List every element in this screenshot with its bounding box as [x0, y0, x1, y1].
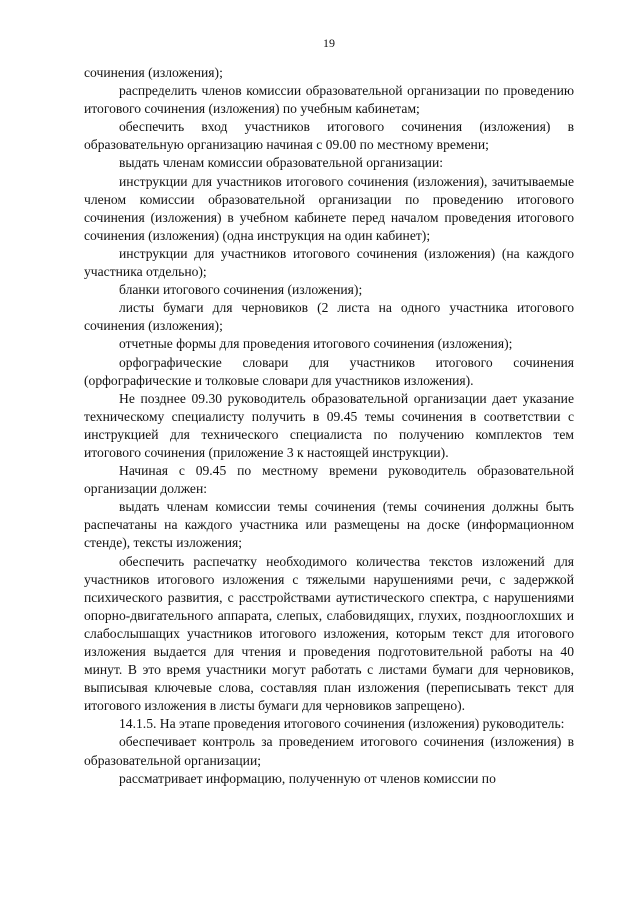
paragraph: сочинения (изложения);	[84, 65, 223, 80]
paragraph: бланки итогового сочинения (изложения);	[119, 282, 363, 298]
paragraph: Не позднее 09.30 руководитель образовательной организации дает указание техническому специалисту получить в 09.45 темы сочинения в соответствии с инструкцией для технического специалиста по получению комплектов тем итогового сочинения (приложение 3 к настоящей инструкции).	[84, 390, 574, 460]
paragraph: выдать членам комиссии темы сочинения (темы сочинения должны быть распечатаны на каждого участника или размещены на доске (информационном стенде), тексты изложения;	[84, 499, 574, 551]
paragraph: обеспечить вход участников итогового сочинения (изложения) в образовательную организацию начиная с 09.00 по местному времени;	[84, 119, 574, 153]
paragraph: инструкции для участников итогового сочинения (изложения), зачитываемые членом комиссии образовательной организации по проведению итогового сочинения (изложения) в учебном кабинете перед началом проведения итогового сочинения (изложения) (одна инструкция на один кабинет);	[84, 173, 574, 243]
page-number: 19	[323, 36, 335, 50]
paragraph: выдать членам комиссии образовательной организации:	[119, 155, 444, 171]
paragraph: обеспечивает контроль за проведением итогового сочинения (изложения) в образовательной организации;	[84, 734, 574, 768]
paragraph: Начиная с 09.45 по местному времени руководитель образовательной организации должен:	[84, 463, 574, 497]
paragraph: орфографические словари для участников итогового сочинения (орфографические и толковые словари для участников изложения).	[84, 354, 574, 388]
document-page	[84, 36, 574, 788]
paragraph: 14.1.5. На этапе проведения итогового сочинения (изложения) руководитель:	[119, 716, 565, 732]
paragraph: рассматривает информацию, полученную от членов комиссии по	[119, 770, 496, 786]
paragraph: листы бумаги для черновиков (2 листа на одного участника итогового сочинения (изложения);	[84, 300, 574, 334]
paragraph: инструкции для участников итогового сочинения (изложения) (на каждого участника отдельно);	[84, 245, 574, 280]
paragraph: обеспечить распечатку необходимого количества текстов изложений для участников итогового изложения с тяжелыми нарушениями речи, с задержкой психического развития, с расстройствами аутистического спектра, с нарушениями опорно-двигательного аппарата, слепых, слабовидящих, глухих, позднооглохших и слабослышащих участников итогового изложения, которым текст для итогового изложения выдается для чтения и проведения подготовительной работы на 40 минут. В это время участники могут работать с листами бумаги для черновиков, выписывая ключевые слова, составляя план изложения (переписывать текст для итогового изложения в листы бумаги для черновиков запрещено).	[84, 553, 574, 714]
paragraph: отчетные формы для проведения итогового сочинения (изложения);	[119, 336, 513, 352]
document-body	[84, 64, 574, 788]
paragraph: распределить членов комиссии образовательной организации по проведению итогового сочинения (изложения) по учебным кабинетам;	[84, 83, 574, 117]
